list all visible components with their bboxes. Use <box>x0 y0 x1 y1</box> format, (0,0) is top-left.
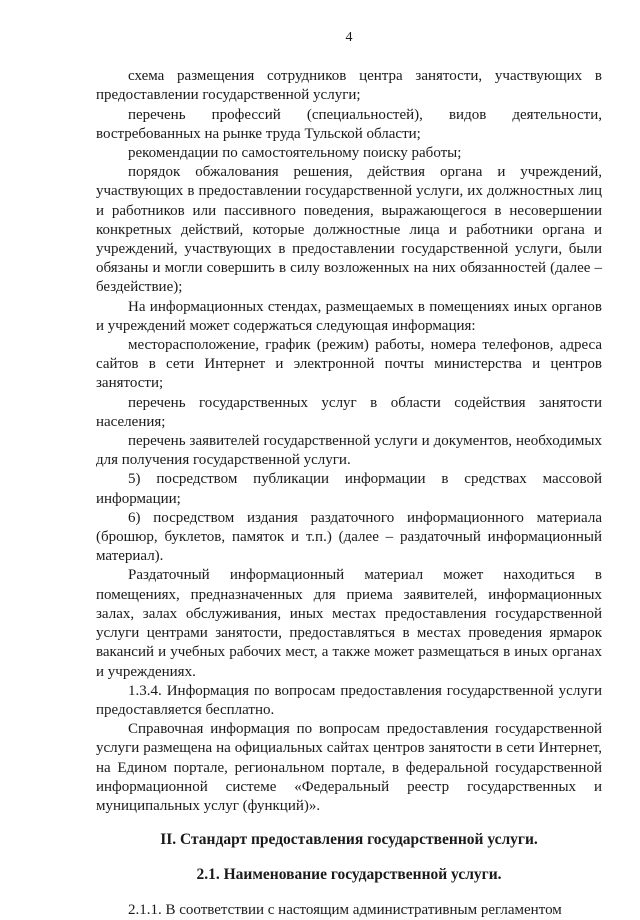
paragraph: Справочная информация по вопросам предоставления государственной услуги размещена на официальных сайтах центров занятости в сети Интернет, на Едином портале, региональном портале, в федеральной государственной информационной системе «Федеральный реестр государственных и муниципальных услуг (функций)». <box>96 721 602 814</box>
subsection-heading: 2.1. Наименование государственной услуги. <box>196 866 502 884</box>
page-number: 4 <box>345 30 353 45</box>
paragraph: На информационных стендах, размещаемых в помещениях иных органов и учреждений может содержаться следующая информация: <box>96 298 602 334</box>
paragraph: 5) посредством публикации информации в средствах массовой информации; <box>96 471 602 507</box>
paragraph: рекомендации по самостоятельному поиску работы; <box>128 145 462 162</box>
paragraph-continued: 2.1.1. В соответствии с настоящим административным регламентом <box>128 901 562 918</box>
paragraph: перечень заявителей государственной услуги и документов, необходимых для получения государственной услуги. <box>96 433 602 469</box>
paragraph: Раздаточный информационный материал может находиться в помещениях, предназначенных для приема заявителей, информационных залах, залах обслуживания, иных местах предоставления государственной услуги центрами занятости, предоставляться в местах проведения ярмарок вакансий и учебных рабочих мест, а также может размещаться в иных органах и учреждениях. <box>96 567 602 680</box>
section-heading: II. Стандарт предоставления государственной услуги. <box>160 831 538 849</box>
paragraph: схема размещения сотрудников центра занятости, участвующих в предоставлении государственной услуги; <box>96 68 602 104</box>
paragraph: перечень государственных услуг в области содействия занятости населения; <box>96 394 602 430</box>
paragraph: 6) посредством издания раздаточного информационного материала (брошюр, буклетов, памяток и т.п.) (далее – раздаточный информационный материал). <box>96 509 602 565</box>
body-text <box>96 67 602 816</box>
paragraph: порядок обжалования решения, действия органа и учреждений, участвующих в предоставлении государственной услуги, их должностных лиц и работников или пассивного поведения, выражающегося в несовершении конкретных действий, которые должностные лица и работники органа и учреждений, участвующих в предоставлении государственной услуги, были обязаны и могли совершить в силу возложенных на них обязанностей (далее – бездействие); <box>96 164 602 296</box>
paragraph: месторасположение, график (режим) работы, номера телефонов, адреса сайтов в сети Интернет и электронной почты министерства и центров занятости; <box>96 337 602 392</box>
paragraph: 1.3.4. Информация по вопросам предоставления государственной услуги предоставляется бесплатно. <box>96 682 602 718</box>
document-page <box>96 28 602 920</box>
paragraph: перечень профессий (специальностей), видов деятельности, востребованных на рынке труда Тульской области; <box>96 106 602 142</box>
